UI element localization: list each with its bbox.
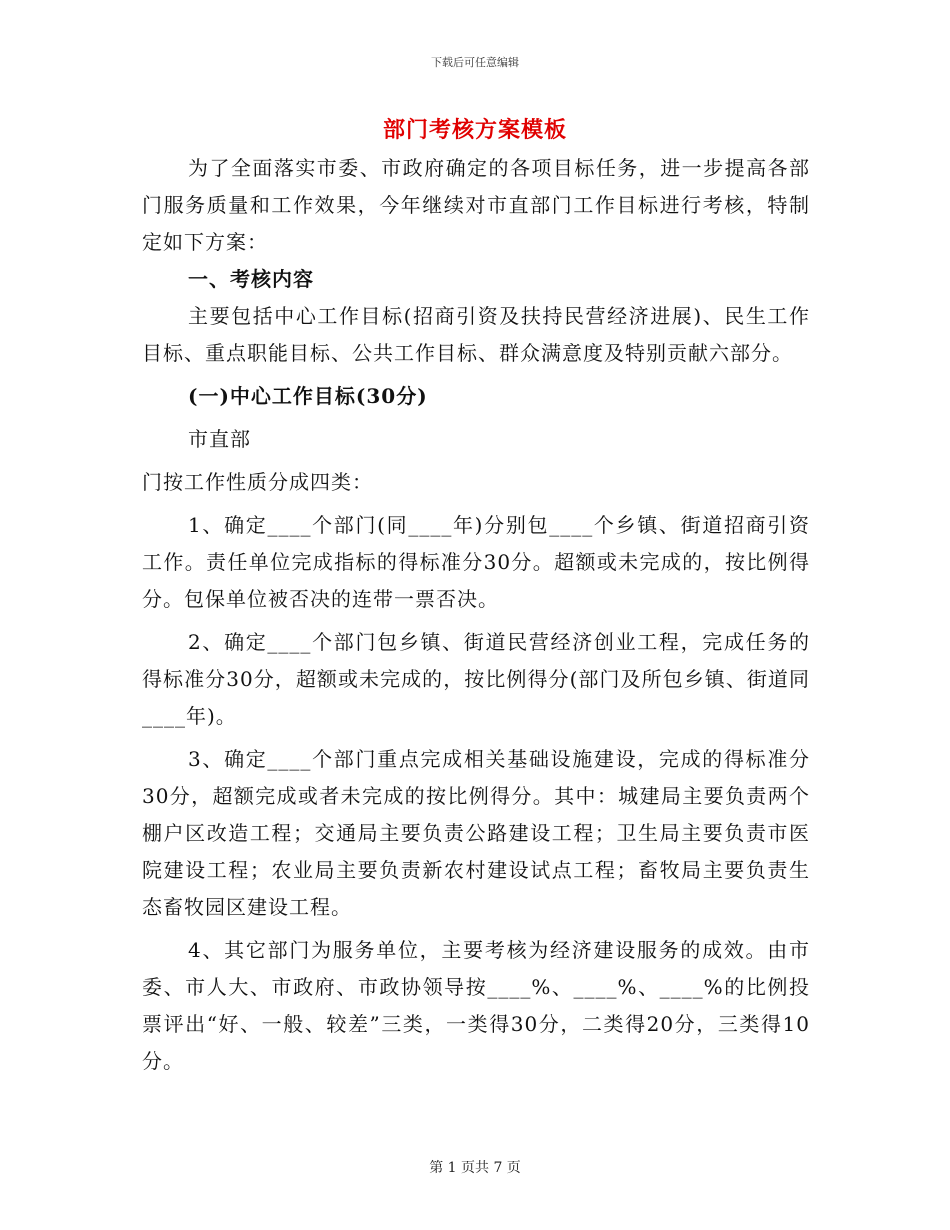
subsection-heading-central-work: (一)中心工作目标(30分) bbox=[188, 384, 428, 408]
document-title: 部门考核方案模板 bbox=[382, 117, 567, 143]
page-number-footer: 第 1 页共 7 页 bbox=[429, 1160, 521, 1176]
section-heading-assessment-content: 一、考核内容 bbox=[188, 267, 314, 291]
list-item-4: 4、其它部门为服务单位，主要考核为经济建设服务的成效。由市委、市人大、市政府、市政协领导按____%、____%、____%的比例投票评出“好、一般、较差”三类，一类得30分，二类得20分，三类得10分。 bbox=[142, 938, 810, 1073]
assessment-content-paragraph: 主要包括中心工作目标(招商引资及扶持民营经济进展)、民生工作目标、重点职能目标、公共工作目标、群众满意度及特别贡献六部分。 bbox=[142, 304, 810, 365]
page-header: 下载后可任意编辑 bbox=[431, 56, 519, 69]
list-item-1: 1、确定____个部门(同____年)分别包____个乡镇、街道招商引资工作。责任单位完成指标的得标准分30分。超额或未完成的，按比例得分。包保单位被否决的连带一票否决。 bbox=[142, 513, 810, 611]
list-item-3: 3、确定____个部门重点完成相关基础设施建设，完成的得标准分30分，超额完成或者未完成的按比例得分。其中：城建局主要负责两个棚户区改造工程；交通局主要负责公路建设工程；卫生局主要负责市医院建设工程；农业局主要负责新农村建设试点工程；畜牧局主要负责生态畜牧园区建设工程。 bbox=[142, 747, 810, 919]
intro-paragraph: 为了全面落实市委、市政府确定的各项目标任务，进一步提高各部门服务质量和工作效果，今年继续对市直部门工作目标进行考核，特制定如下方案： bbox=[142, 156, 810, 254]
text-line-four-categories: 门按工作性质分成四类： bbox=[142, 470, 373, 494]
document-body bbox=[142, 150, 810, 1080]
text-line-municipal-departments: 市直部 bbox=[188, 427, 251, 451]
list-item-2: 2、确定____个部门包乡镇、街道民营经济创业工程，完成任务的得标准分30分，超额或未完成的，按比例得分(部门及所包乡镇、街道同____年)。 bbox=[142, 630, 810, 728]
